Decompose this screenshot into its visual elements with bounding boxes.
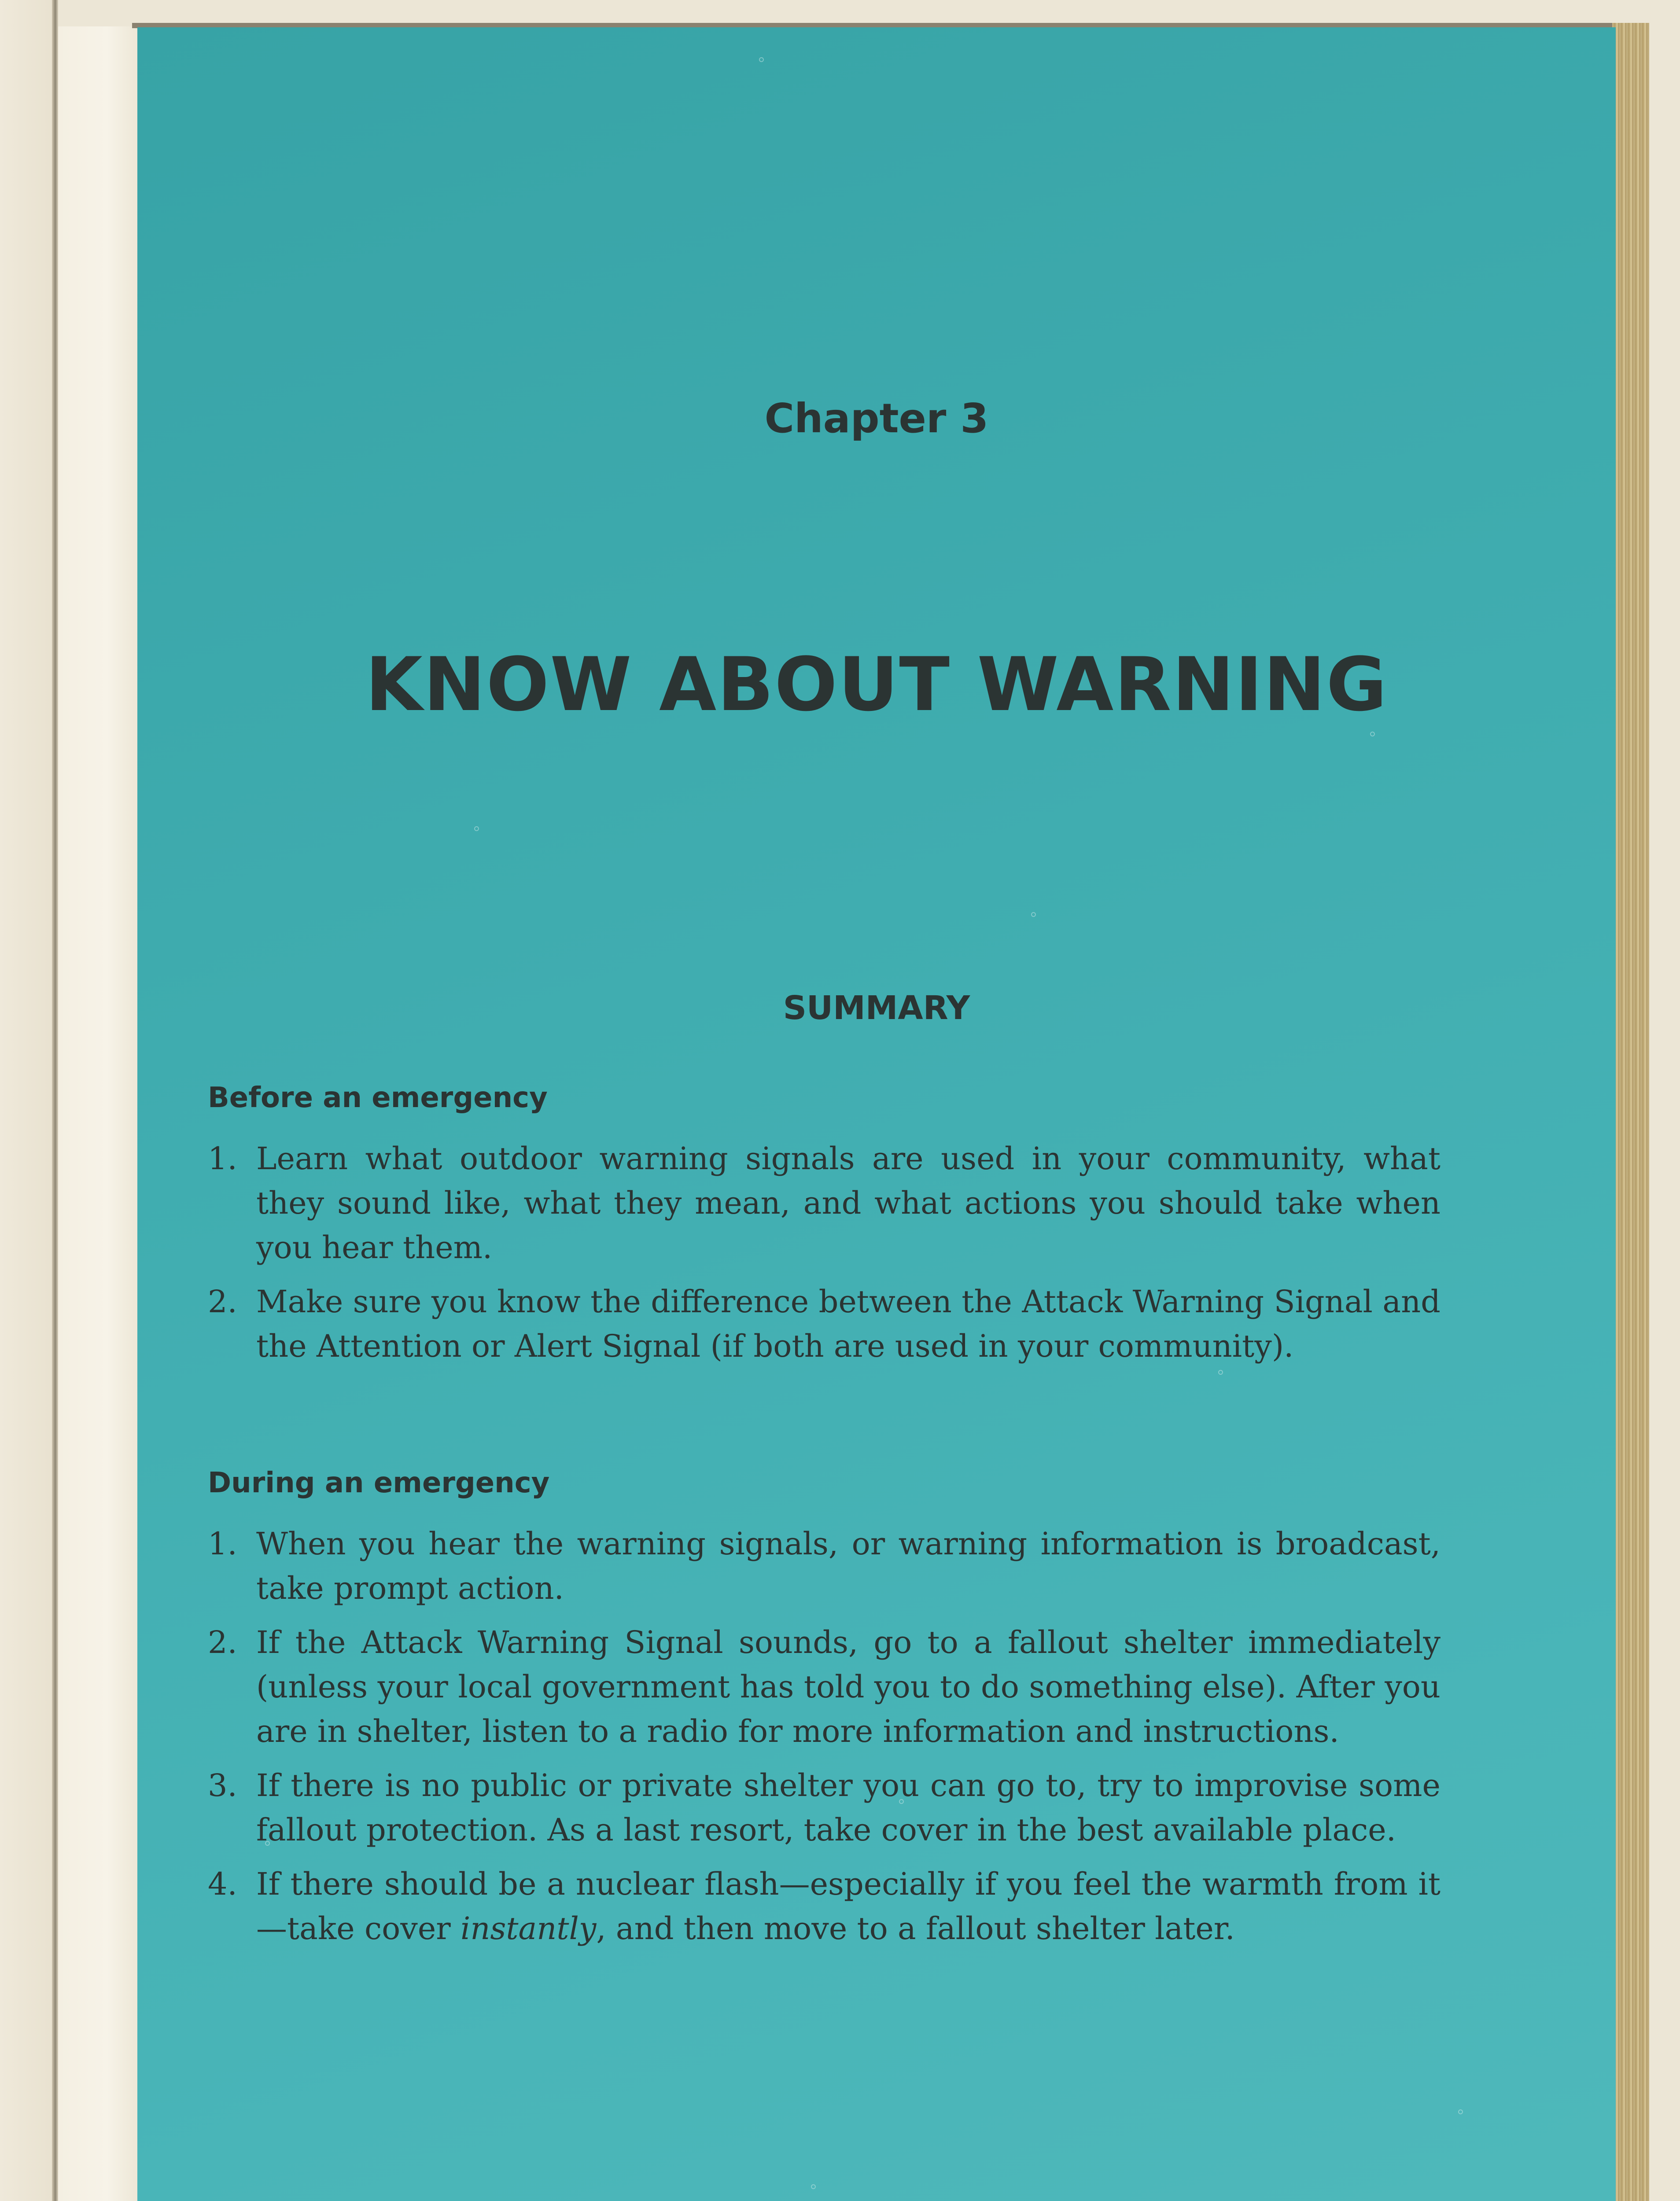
item-text-emphasis: instantly — [461, 1910, 597, 1947]
paper-speck — [1370, 732, 1375, 736]
item-text-end: , and then move to a fallout shelter later. — [596, 1910, 1235, 1947]
paper-speck — [1031, 912, 1036, 917]
item-number: 2. — [208, 1624, 237, 1660]
item-text — [256, 1862, 1441, 1951]
summary-heading: SUMMARY — [783, 989, 970, 1027]
item-text: Learn what outdoor warning signals are used in your community, what they sound like, what they mean, and what actions you should take when you hear them. — [256, 1141, 1441, 1266]
page-block-edge — [1612, 23, 1649, 2201]
list-item — [208, 1763, 1441, 1852]
paper-speck — [1458, 2109, 1463, 2114]
paper-speck — [1218, 1370, 1223, 1375]
section-heading-during: During an emergency — [208, 1467, 550, 1499]
list-item — [208, 1137, 1441, 1270]
item-text: Make sure you know the difference between the Attack Warning Signal and the Attention or Alert Signal (if both are used in your community). — [256, 1284, 1441, 1364]
paper-margin-strip — [58, 26, 140, 2201]
item-text: If the Attack Warning Signal sounds, go to a fallout shelter immediately (unless your local government has told you to do something else). After you are in shelter, listen to a radio for more information and instructions. — [256, 1624, 1441, 1749]
list-item — [208, 1862, 1441, 1951]
section-heading-before: Before an emergency — [208, 1082, 548, 1114]
item-number: 2. — [208, 1284, 237, 1320]
paper-speck — [899, 1799, 904, 1804]
paper-speck — [759, 57, 764, 62]
item-number: 1. — [208, 1141, 237, 1177]
item-text: If there is no public or private shelter you can go to, try to improvise some fallout protection. As a last resort, take cover in the best available place. — [256, 1767, 1441, 1848]
chapter-label: Chapter 3 — [764, 395, 989, 442]
page-title: KNOW ABOUT WARNING — [365, 641, 1388, 728]
paper-speck — [474, 826, 479, 831]
item-number: 3. — [208, 1767, 237, 1803]
paper-speck — [265, 1841, 270, 1846]
before-emergency-list — [208, 1137, 1441, 1378]
item-text: When you hear the warning signals, or warning information is broadcast, take prompt action. — [256, 1526, 1441, 1606]
list-item — [208, 1620, 1441, 1754]
list-item — [208, 1280, 1441, 1369]
item-number: 4. — [208, 1866, 237, 1902]
list-item — [208, 1522, 1441, 1611]
facing-page-edge — [0, 0, 57, 2201]
document-page — [137, 27, 1616, 2201]
book-gutter — [52, 0, 58, 2201]
during-emergency-list — [208, 1522, 1441, 1961]
item-number: 1. — [208, 1526, 237, 1562]
paper-speck — [811, 2184, 816, 2189]
item-text-start: If there should be a nuclear flash—especially if you feel the warmth from it—take cover — [256, 1866, 1441, 1947]
